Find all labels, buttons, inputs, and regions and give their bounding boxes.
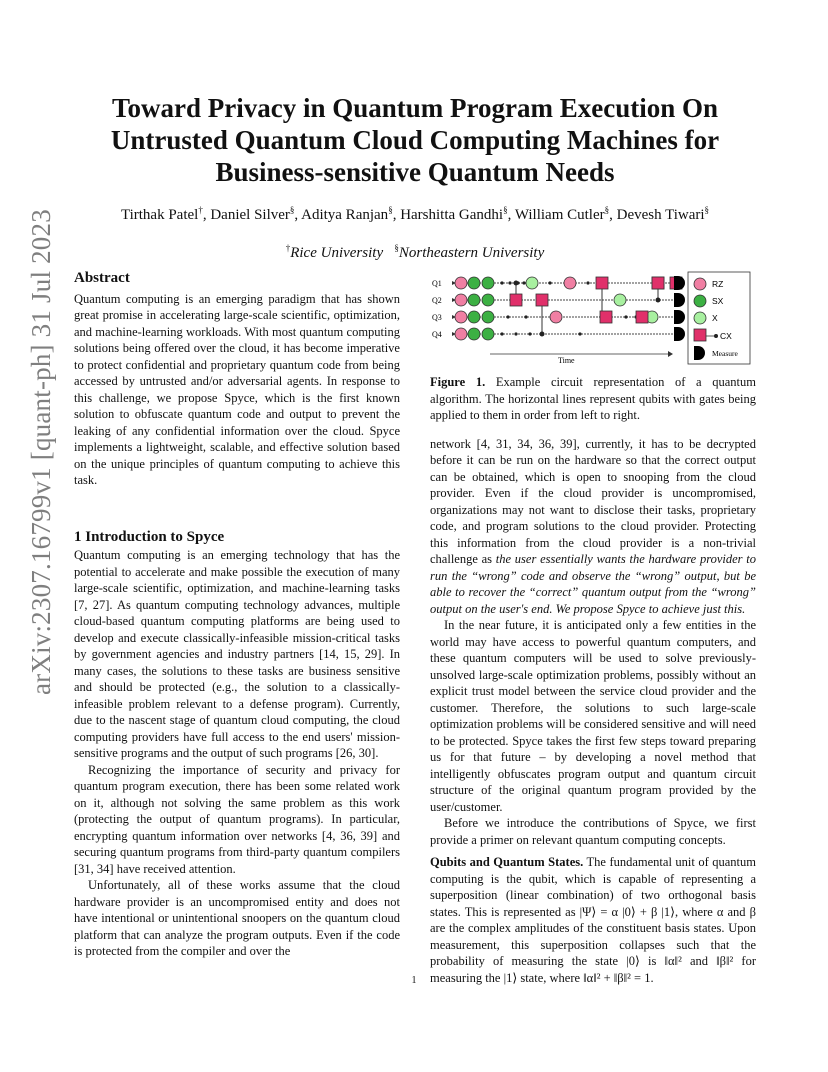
rz-gate (564, 277, 576, 289)
sx-gate (482, 294, 494, 306)
cx-gate (600, 311, 612, 323)
sx-gate (482, 311, 494, 323)
cx-control (540, 332, 545, 337)
body-paragraph (430, 854, 756, 986)
author-mark: § (388, 205, 393, 215)
body-paragraph (430, 436, 756, 618)
author: Aditya Ranjan (301, 207, 389, 223)
intro-paragraph: Quantum computing is an emerging technology that has the potential to accelerate and make possible the execution of many large-scale scientific, optimization, and machine-learning tasks [7, 27]. As quantum computing technology advances, multiple cloud-based quantum computing platforms are being used to develop and execute classically-infeasible mission-critical tasks by government agencies and industry partners [14, 15, 29]. In many cases, the solutions to these tasks are business sensitive and should be protected (e.g., the solution to a classically-infeasible problem relevant to a defense program). Currently, due to the nascent stage of quantum cloud computing, the cloud computing providers have full access to the end users' mission-sensitive programs and the output of such programs [26, 30]. (74, 548, 400, 760)
rz-gate (455, 328, 467, 340)
rz-gate (455, 311, 467, 323)
cx-gate (510, 294, 522, 306)
author: William Cutler (514, 207, 605, 223)
author-mark: † (198, 205, 203, 215)
circuit-diagram (430, 270, 756, 370)
author: Devesh Tiwari (616, 207, 705, 223)
sx-gate (482, 328, 494, 340)
body-paragraph: Before we introduce the contributions of Spyce, we first provide a primer on relevant quantum computing concepts. (430, 816, 756, 847)
time-label: Time (558, 356, 575, 365)
arxiv-sidebar-id: arXiv:2307.16799v1 [quant-ph] 31 Jul 2023 (26, 209, 56, 695)
cx-control (656, 298, 661, 303)
right-column (430, 270, 756, 986)
author: Tirthak Patel (120, 207, 199, 223)
rz-gate (550, 311, 562, 323)
intro-paragraph: Recognizing the importance of security and privacy for quantum program execution, there has been some related work on it, although not solving the same problem as this work (protecting the output of quantum programs). In particular, encrypting quantum information over networks [4, 36, 39] and securing quantum programs from third-party quantum compilers [31, 34] have received attention. (74, 762, 400, 876)
body-paragraph: In the near future, it is anticipated only a few entities in the world may have access to powerful quantum computers, and these quantum computers will be used to solve previously-unsolved large-scale optimization problems, possibly without an explicit trust model between the service cloud provider and the customer. Therefore, the solutions to such large-scale optimization problems will be considered sensitive and will need to be protected. Spyce takes the first few steps toward preparing us for that future – by developing a novel method that intelligently obfuscates program output and quantum circuit structure of the original quantum program provided by the user/customer. (430, 618, 756, 814)
legend-label: RZ (712, 279, 724, 289)
control-dot (586, 281, 589, 284)
legend-cx-dot (714, 334, 718, 338)
cx-gate (536, 294, 548, 306)
measure-gate (674, 276, 685, 290)
qubit-label: Q1 (432, 279, 442, 288)
caption-text: Example circuit representation of a quantum algorithm. The horizontal lines represent qubits with gates being applied to them in order from left to right. (430, 375, 756, 422)
figure-caption (430, 374, 756, 424)
sx-gate (468, 277, 480, 289)
author-mark: § (289, 205, 295, 215)
abstract-text: Quantum computing is an emerging paradigm that has shown great promise in accelerating large-scale scientific, optimization, and machine-learning workloads. With most quantum computing solutions being offered over the cloud, it has become imperative to protect confidential and proprietary quantum code from being accessed by untrusted and/or adversarial agents. In response to this challenge, we propose Spyce, which is the first known solution to obfuscate quantum code and output to prevent the leaking of any confidential information over the cloud. Spyce implements a lightweight, scalable, and effective solution based on the unique principles of quantum computing to achieve this task. (74, 291, 400, 487)
control-dot (528, 332, 531, 335)
author-mark: § (604, 205, 610, 215)
qubit-label: Q3 (432, 313, 442, 322)
legend-cx-swatch (694, 329, 706, 341)
control-dot (524, 315, 527, 318)
sx-gate (482, 277, 494, 289)
paper-title: Toward Privacy in Quantum Program Execution On Untrusted Quantum Cloud Computing Machines for Business-sensitive Quantum Needs (110, 93, 720, 187)
legend-sx-swatch (694, 295, 706, 307)
cx-gate (652, 277, 664, 289)
time-arrow (668, 351, 673, 357)
legend-x-swatch (694, 312, 706, 324)
author: Daniel Silver (210, 207, 290, 223)
caption-label: Figure 1. (430, 375, 486, 389)
control-dot (522, 281, 525, 284)
intro-heading: 1 Introduction to Spyce (74, 528, 225, 545)
control-dot (500, 332, 503, 335)
affiliation-mark: § (394, 243, 399, 253)
measure-gate (674, 310, 685, 324)
affiliation-mark: † (285, 243, 291, 253)
rz-gate (455, 277, 467, 289)
control-dot (548, 281, 551, 284)
author: Harshitta Gandhi (400, 207, 504, 223)
cx-gate (596, 277, 608, 289)
control-dot (578, 332, 581, 335)
paragraph-heading: Qubits and Quantum States. (430, 855, 584, 869)
measure-gate (674, 293, 685, 307)
qubit-label: Q4 (432, 330, 442, 339)
circuit-figure (430, 270, 756, 370)
sx-gate (468, 294, 480, 306)
body-emphasis: the user essentially wants the hardware provider to run the “wrong” code and observe the “wrong” output, but be able to recover the “correct” quantum output from the “wrong” output on the user's end. We propose Spyce to achieve just this. (430, 552, 756, 616)
control-dot (508, 281, 511, 284)
control-dot (514, 332, 517, 335)
rz-gate (455, 294, 467, 306)
left-column (74, 270, 400, 960)
x-gate (526, 277, 538, 289)
intro-paragraph: Unfortunately, all of these works assume that the cloud hardware provider is an uncompromised entity and does not have intentional or unintentional snoopers on the quantum cloud platform that can analyze the program outputs. Even if the code is protected from the compiler and over the (74, 878, 400, 958)
cx-gate (636, 311, 648, 323)
sx-gate (468, 328, 480, 340)
legend-label: Measure (712, 349, 738, 358)
control-dot (500, 281, 503, 284)
control-dot (506, 315, 509, 318)
author-list: Tirthak Patel†, Daniel Silver§, Aditya Ranjan§, Harshitta Gandhi§, William Cutler§, Devesh Tiwari§ (120, 205, 710, 223)
legend-label: CX (720, 331, 732, 341)
legend-measure-swatch (694, 346, 705, 360)
body-text: The fundamental unit of quantum computing is the qubit, which is capable of representing a superposition (linear combination) of two orthogonal basis states. This is represented as |Ψ⟩ = α |0⟩ + β |1⟩, where α and β are the complex amplitudes of the constituent basis states. Upon measurement, this superposition collapses such that the probability of measuring the state |0⟩ is ‖α‖² and ‖β‖² for measuring the |1⟩ state, where ‖α‖² + ‖β‖² = 1. (430, 855, 757, 985)
legend-label: X (712, 313, 718, 323)
affiliation: Northeastern University (398, 245, 545, 261)
body-text: network [4, 31, 34, 36, 39], currently, it has to be decrypted before it can be run on the hardware so that the correct output can be obtained, which is open to snooping from the cloud provider. Even if the cloud provider is uncompromised, organizations may not want to disclose their tasks, proprietary code, and program solutions to the cloud provider. Protecting this information from the cloud provider is a non-trivial challenge as (430, 436, 756, 566)
x-gate (614, 294, 626, 306)
affiliation: Rice University (290, 245, 384, 261)
legend-label: SX (712, 296, 724, 306)
qubit-label: Q2 (432, 296, 442, 305)
sx-gate (468, 311, 480, 323)
legend-rz-swatch (694, 278, 706, 290)
affiliations (60, 243, 770, 262)
page-number: 1 (411, 975, 417, 986)
author-mark: § (503, 205, 508, 215)
cx-control (514, 281, 519, 286)
control-dot (624, 315, 627, 318)
abstract-heading: Abstract (74, 270, 130, 286)
author-mark: § (704, 205, 710, 215)
measure-gate (674, 327, 685, 341)
